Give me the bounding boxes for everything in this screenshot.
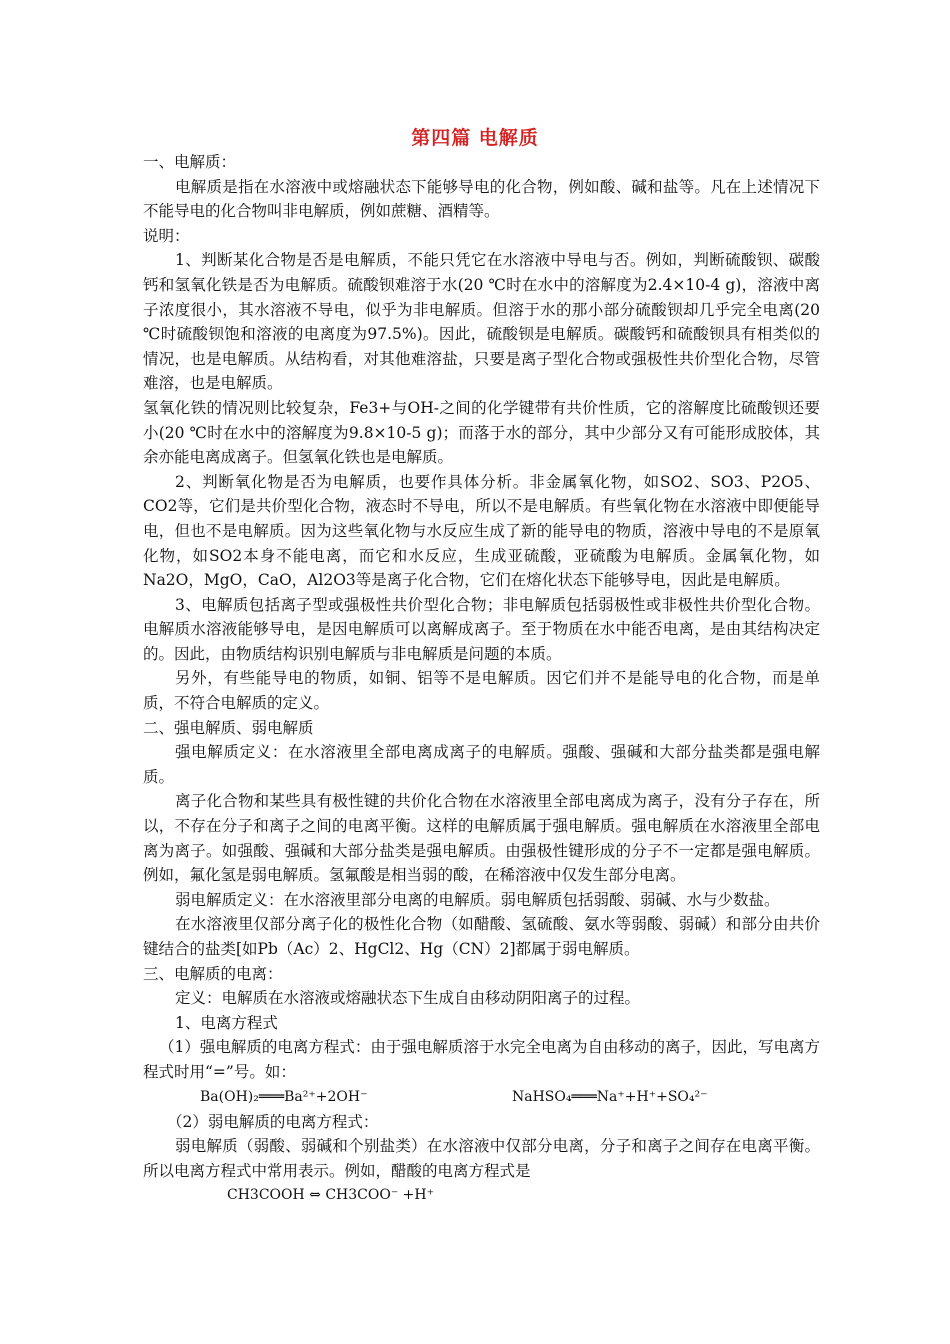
paragraph: 氢氧化铁的情况则比较复杂，Fe3+与OH-之间的化学键带有共价性质，它的溶解度比硫酸钡还要小(20 ℃时在水中的溶解度为9.8×10-5 g)；而落于水的部分，其中少部分又有可能形成胶体，其余亦能电离成离子。但氢氧化铁也是电解质。 — [143, 398, 820, 467]
section-heading: 三、电解质的电离： — [143, 964, 283, 983]
paragraph: 定义：电解质在水溶液或熔融状态下生成自由移动阴阳离子的过程。 — [175, 989, 641, 1008]
subsection-heading: 1、电离方程式 — [175, 1013, 278, 1032]
paragraph-label: 说明： — [143, 226, 190, 245]
equation-nahso4: NaHSO₄═══Na⁺+H⁺+SO₄²⁻ — [512, 1088, 708, 1105]
paragraph: 另外，有些能导电的物质，如铜、铝等不是电解质。因它们并不是能导电的化合物，而是单质，不符合电解质的定义。 — [143, 669, 820, 713]
paragraph: 弱电解质定义：在水溶液里部分电离的电解质。弱电解质包括弱酸、弱碱、水与少数盐。 — [175, 890, 780, 909]
paragraph: 1、判断某化合物是否是电解质，不能只凭它在水溶液中导电与否。例如，判断硫酸钡、碳酸钙和氢氧化铁是否为电解质。硫酸钡难溶于水(20 ℃时在水中的溶解度为2.4×10-4 g)，溶液中离子浓度很小，其水溶液不导电，似乎为非电解质。但溶于水的那小部分硫酸钡却几乎完全电离(20 ℃时硫酸钡饱和溶液的电离度为97.5%)。因此，硫酸钡是电解质。碳酸钙和硫酸钡具有相类似的情况，也是电解质。从结构看，对其他难溶盐，只要是离子型化合物或强极性共价型化合物，尽管难溶，也是电解质。 — [143, 251, 820, 393]
paragraph: 离子化合物和某些具有极性键的共价化合物在水溶液里全部电离成为离子，没有分子存在，所以，不存在分子和离子之间的电离平衡。这样的电解质属于强电解质。强电解质在水溶液里全部电离为离子。如强酸、强碱和大部分盐类是强电解质。由强极性键形成的分子不一定都是强电解质。例如，氟化氢是弱电解质。氢氟酸是相当弱的酸，在稀溶液中仅发生部分电离。 — [143, 792, 820, 885]
document-title: 第四篇 电解质 — [411, 127, 539, 149]
equation-row — [143, 1085, 820, 1110]
section-heading: 一、电解质： — [143, 153, 237, 171]
paragraph: 电解质是指在水溶液中或熔融状态下能够导电的化合物，例如酸、碱和盐等。凡在上述情况下不能导电的化合物叫非电解质，例如蔗糖、酒精等。 — [143, 177, 820, 221]
equation-ch3cooh: CH3COOH ⇔ CH3COO⁻ +H⁺ — [227, 1187, 434, 1204]
document-body — [143, 150, 820, 1208]
section-heading: 二、强电解质、弱电解质 — [143, 718, 314, 737]
paragraph: （1）强电解质的电离方程式：由于强电解质溶于水完全电离为自由移动的离子，因此，写电离方程式时用“=”号。如： — [143, 1038, 820, 1081]
paragraph: 强电解质定义：在水溶液里全部电离成离子的电解质。强酸、强碱和大部分盐类都是强电解质。 — [143, 743, 820, 786]
paragraph: 弱电解质（弱酸、弱碱和个别盐类）在水溶液中仅部分电离，分子和离子之间存在电离平衡。所以电离方程式中常用表示。例如，醋酸的电离方程式是 — [143, 1137, 820, 1180]
paragraph: （2）弱电解质的电离方程式： — [167, 1112, 379, 1131]
paragraph: 3、电解质包括离子型或强极性共价型化合物；非电解质包括弱极性或非极性共价型化合物。电解质水溶液能够导电，是因电解质可以离解成离子。至于物质在水中能否电离，是由其结构决定的。因此，由物质结构识别电解质与非电解质是问题的本质。 — [143, 595, 820, 663]
equation-ba-oh2: Ba(OH)₂═══Ba²⁺+2OH⁻ — [200, 1088, 368, 1105]
paragraph: 在水溶液里仅部分离子化的极性化合物（如醋酸、氢硫酸、氨水等弱酸、弱碱）和部分由共价键结合的盐类[如Pb（Ac）2、HgCl2、Hg（CN）2]都属于弱电解质。 — [143, 915, 820, 958]
paragraph: 2、判断氧化物是否为电解质，也要作具体分析。非金属氧化物，如SO2、SO3、P2O5、CO2等，它们是共价型化合物，液态时不导电，所以不是电解质。有些氧化物在水溶液中即便能导电，但也不是电解质。因为这些氧化物与水反应生成了新的能导电的物质，溶液中导电的不是原氧化物，如SO2本身不能电离，而它和水反应，生成亚硫酸，亚硫酸为电解质。金属氧化物，如Na2O，MgO，CaO，Al2O3等是离子化合物，它们在熔化状态下能够导电，因此是电解质。 — [143, 472, 820, 590]
